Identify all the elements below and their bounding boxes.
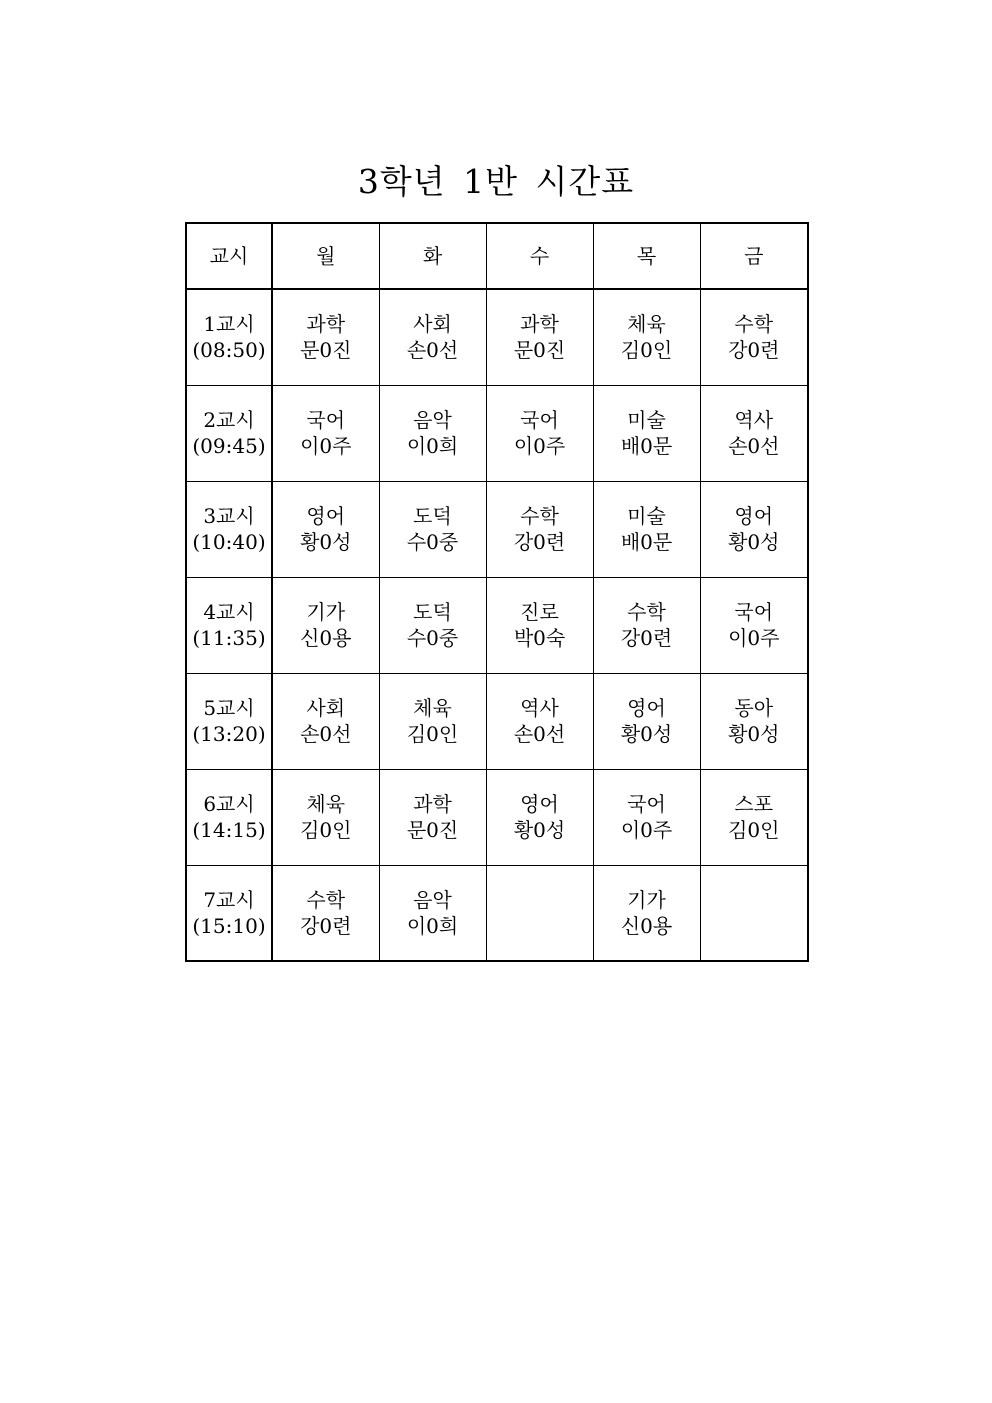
period-cell [186,481,272,577]
teacher-name: 수0중 [406,530,459,554]
subject-name: 영어 [306,504,346,528]
teacher-name: 이0주 [513,434,566,458]
subject-name: 도덕 [413,600,452,624]
period-label: 4교시 [203,600,255,624]
day-header-wed: 수 [486,223,593,289]
class-cell-fri [700,481,808,577]
subject-name: 수학 [520,504,559,528]
subject-name: 과학 [306,312,346,337]
subject-name: 수학 [734,312,774,337]
class-cell-thu [593,865,700,961]
timetable-row [186,769,808,865]
timetable [185,222,809,962]
timetable-row [186,481,808,577]
teacher-name: 강0련 [728,338,780,363]
period-cell [186,577,272,673]
teacher-name: 황0성 [513,818,566,842]
subject-name: 역사 [520,696,559,720]
subject-name: 기가 [306,600,346,624]
day-header-thu: 목 [593,223,700,289]
class-cell-thu [593,385,700,481]
subject-name: 체육 [413,696,452,720]
teacher-name: 강0련 [620,626,673,650]
class-cell-mon [272,865,379,961]
class-cell-tue [379,577,486,673]
period-time: (13:20) [192,722,266,746]
subject-name: 미술 [627,408,666,432]
teacher-name: 이0희 [406,913,459,938]
period-cell [186,769,272,865]
timetable-row [186,385,808,481]
subject-name: 사회 [413,312,452,337]
class-cell-mon [272,481,379,577]
teacher-name: 문0진 [406,818,459,842]
period-cell [186,673,272,769]
period-label: 6교시 [203,792,255,816]
day-header-fri: 금 [700,223,808,289]
class-cell-tue [379,673,486,769]
day-header-tue: 화 [379,223,486,289]
period-header: 교시 [186,223,272,289]
timetable-row [186,673,808,769]
teacher-name: 손0선 [728,434,780,458]
class-cell-fri [700,289,808,385]
class-cell-mon [272,289,379,385]
teacher-name: 이0주 [300,434,352,458]
header-row [186,223,808,289]
subject-name: 사회 [306,696,346,720]
teacher-name: 신0용 [620,913,673,938]
subject-name: 체육 [627,312,666,337]
subject-name: 영어 [520,792,559,816]
teacher-name: 문0진 [300,338,352,363]
period-label: 5교시 [203,696,255,720]
period-cell [186,865,272,961]
class-cell-thu [593,673,700,769]
timetable-body [186,289,808,961]
teacher-name: 황0성 [620,722,673,746]
subject-name: 역사 [734,408,774,432]
teacher-name: 박0숙 [513,626,566,650]
subject-name: 미술 [627,504,666,528]
subject-name: 수학 [306,887,346,912]
subject-name: 과학 [413,792,452,816]
subject-name: 음악 [413,408,452,432]
teacher-name: 강0련 [300,913,352,938]
class-cell-thu [593,481,700,577]
class-cell-mon [272,577,379,673]
class-cell-tue [379,769,486,865]
teacher-name: 배0문 [620,434,673,458]
subject-name: 도덕 [413,504,452,528]
subject-name: 기가 [627,887,666,912]
teacher-name: 이0주 [728,626,780,650]
period-time: (08:50) [192,338,266,363]
timetable-row [186,865,808,961]
timetable-row [186,577,808,673]
class-cell-fri [700,673,808,769]
class-cell-fri [700,865,808,961]
class-cell-thu [593,289,700,385]
teacher-name: 황0성 [728,530,780,554]
class-cell-wed [486,577,593,673]
teacher-name: 문0진 [513,338,566,363]
class-cell-thu [593,769,700,865]
period-time: (11:35) [192,626,266,650]
class-cell-wed [486,769,593,865]
teacher-name: 이0주 [620,818,673,842]
subject-name: 영어 [627,696,666,720]
subject-name: 수학 [627,600,666,624]
period-time: (10:40) [192,530,266,554]
subject-name: 국어 [306,408,346,432]
teacher-name: 강0련 [513,530,566,554]
class-cell-tue [379,481,486,577]
period-label: 1교시 [203,312,255,337]
teacher-name: 김0인 [620,338,673,363]
subject-name: 국어 [734,600,774,624]
subject-name: 영어 [734,504,774,528]
class-cell-tue [379,865,486,961]
teacher-name: 손0선 [300,722,352,746]
page-title: 3학년 1반 시간표 [357,162,635,201]
subject-name: 스포 [734,792,774,816]
class-cell-wed [486,673,593,769]
class-cell-thu [593,577,700,673]
class-cell-wed [486,385,593,481]
period-label: 2교시 [203,408,255,432]
subject-name: 음악 [413,887,452,912]
class-cell-tue [379,289,486,385]
class-cell-mon [272,385,379,481]
period-label: 3교시 [203,504,255,528]
subject-name: 진로 [520,600,559,624]
period-time: (09:45) [192,434,266,458]
teacher-name: 손0선 [406,338,459,363]
period-label: 7교시 [203,887,255,912]
class-cell-fri [700,577,808,673]
subject-name: 체육 [306,792,346,816]
class-cell-wed [486,865,593,961]
teacher-name: 황0성 [300,530,352,554]
teacher-name: 황0성 [728,722,780,746]
class-cell-wed [486,481,593,577]
teacher-name: 신0용 [300,626,352,650]
class-cell-tue [379,385,486,481]
class-cell-wed [486,289,593,385]
class-cell-mon [272,769,379,865]
period-cell [186,289,272,385]
subject-name: 국어 [520,408,559,432]
subject-name: 동아 [734,696,774,720]
teacher-name: 배0문 [620,530,673,554]
period-time: (15:10) [192,913,266,938]
teacher-name: 김0인 [300,818,352,842]
subject-name: 국어 [627,792,666,816]
day-header-mon: 월 [272,223,379,289]
teacher-name: 수0중 [406,626,459,650]
timetable-row [186,289,808,385]
class-cell-fri [700,769,808,865]
subject-name: 과학 [520,312,559,337]
period-time: (14:15) [192,818,266,842]
class-cell-fri [700,385,808,481]
class-cell-mon [272,673,379,769]
teacher-name: 이0희 [406,434,459,458]
teacher-name: 김0인 [728,818,780,842]
teacher-name: 손0선 [513,722,566,746]
period-cell [186,385,272,481]
teacher-name: 김0인 [406,722,459,746]
